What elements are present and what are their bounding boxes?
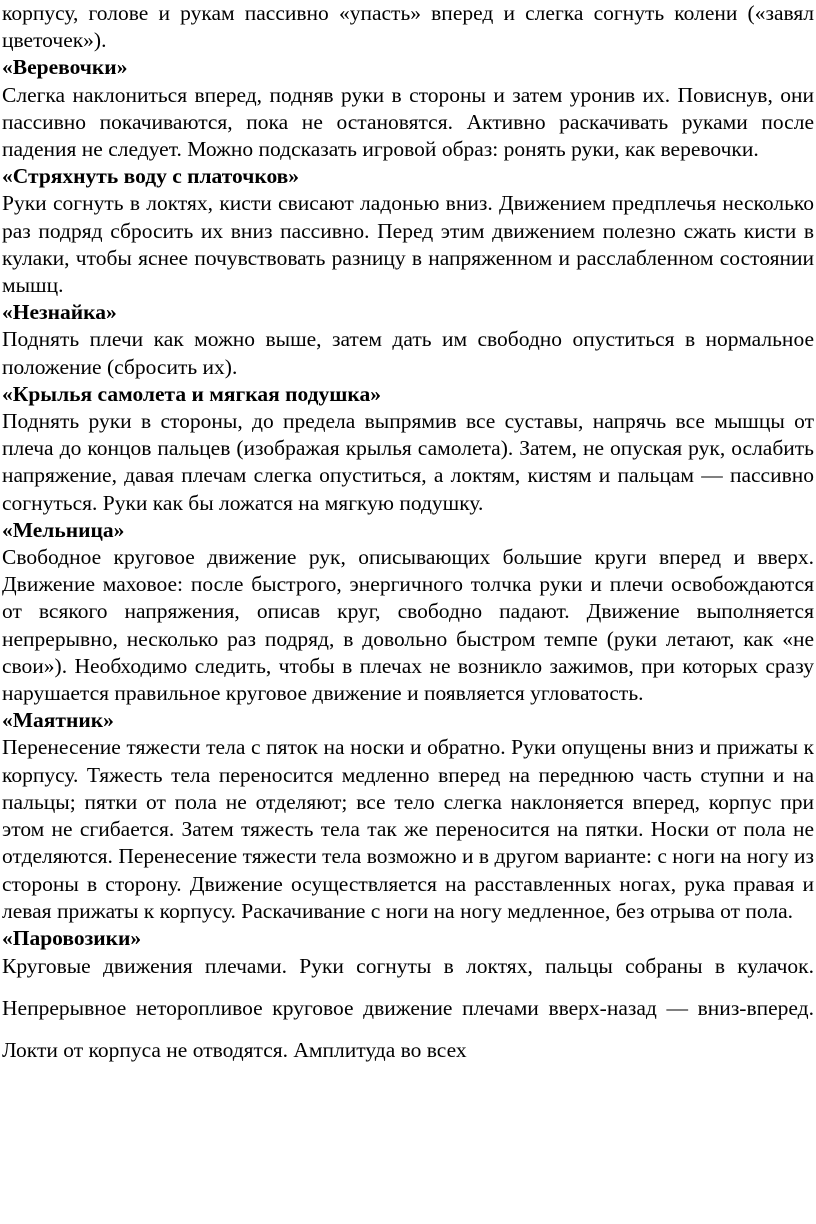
section-title-platochki: «Стряхнуть воду с платочков» bbox=[2, 164, 300, 189]
section-title-parovoziki: «Паровозики» bbox=[2, 925, 142, 950]
section-text-platochki: Руки согнуть в локтях, кисти свисают ладонью вниз. Движением предплечья несколько раз подряд сбросить их вниз пассивно. Перед этим движением полезно сжать кисти в кулаки, чтобы яснее почувствовать разницу в напряженном и расслабленном состоянии мышц. bbox=[2, 191, 814, 298]
section-text-verevochki: Слегка наклониться вперед, подняв руки в стороны и затем уронив их. Повиснув, они пассивно покачиваются, пока не остановятся. Активно раскачивать руками после падения не следует. Можно подсказать игровой образ: ронять руки, как веревочки. bbox=[2, 82, 814, 162]
section-text-mayatnik: Перенесение тяжести тела с пяток на носки и обратно. Руки опущены вниз и прижаты к корпусу. Тяжесть тела переносится медленно вперед на переднюю часть ступни и на пальцы; пятки от пола не отделяют; все тело слегка наклоняется вперед, корпус при этом не сгибается. Затем тяжесть тела так же переносится на пятки. Носки от пола не отделяются. Перенесение тяжести тела возможно и в другом варианте: с ноги на ногу из стороны в сторону. Движение осуществляется на расставленных ногах, рука правая и левая прижаты к корпусу. Раскачивание с ноги на ногу медленное, без отрыва от пола. bbox=[2, 735, 814, 923]
section-title-verevochki: «Веревочки» bbox=[2, 55, 128, 80]
section-title-krylya: «Крылья самолета и мягкая подушка» bbox=[2, 381, 381, 406]
section-text-krylya: Поднять руки в стороны, до предела выпрямив все суставы, напрячь все мышцы от плеча до концов пальцев (изображая крылья самолета). Затем, не опуская рук, ослабить напряжение, давая плечам слегка опуститься, а локтям, кистям и пальцам — пассивно согнуться. Руки как бы ложатся на мягкую подушку. bbox=[2, 409, 814, 515]
section-title-melnitsa: «Мельница» bbox=[2, 517, 125, 542]
section-text-parovoziki: Круговые движения плечами. Руки согнуты в локтях, пальцы собраны в кулачок. Непрерывное неторопливое круговое движение плечами вверх-назад — вниз-вперед. Локти от корпуса не отводятся. Амплитуда во всех bbox=[2, 954, 814, 1063]
document-page bbox=[2, 0, 814, 1071]
section-title-neznaika: «Незнайка» bbox=[2, 300, 117, 325]
section-text-neznaika: Поднять плечи как можно выше, затем дать им свободно опуститься в нормальное положение (сбросить их). bbox=[2, 327, 814, 379]
intro-paragraph: корпусу, голове и рукам пассивно «упасть» вперед и слегка согнуть колени («завял цветочек»). bbox=[2, 1, 814, 53]
section-text-melnitsa: Свободное круговое движение рук, описывающих большие круги вперед и вверх. Движение маховое: после быстрого, энергичного толчка руки и плечи освобождаются от всякого напряжения, описав круг, свободно падают. Движение выполняется непрерывно, несколько раз подряд, в довольно быстром темпе (руки летают, как «не свои»). Необходимо следить, чтобы в плечах не возникло зажимов, при которых сразу нарушается правильное круговое движение и появляется угловатость. bbox=[2, 545, 814, 706]
section-title-mayatnik: «Маятник» bbox=[2, 708, 114, 733]
